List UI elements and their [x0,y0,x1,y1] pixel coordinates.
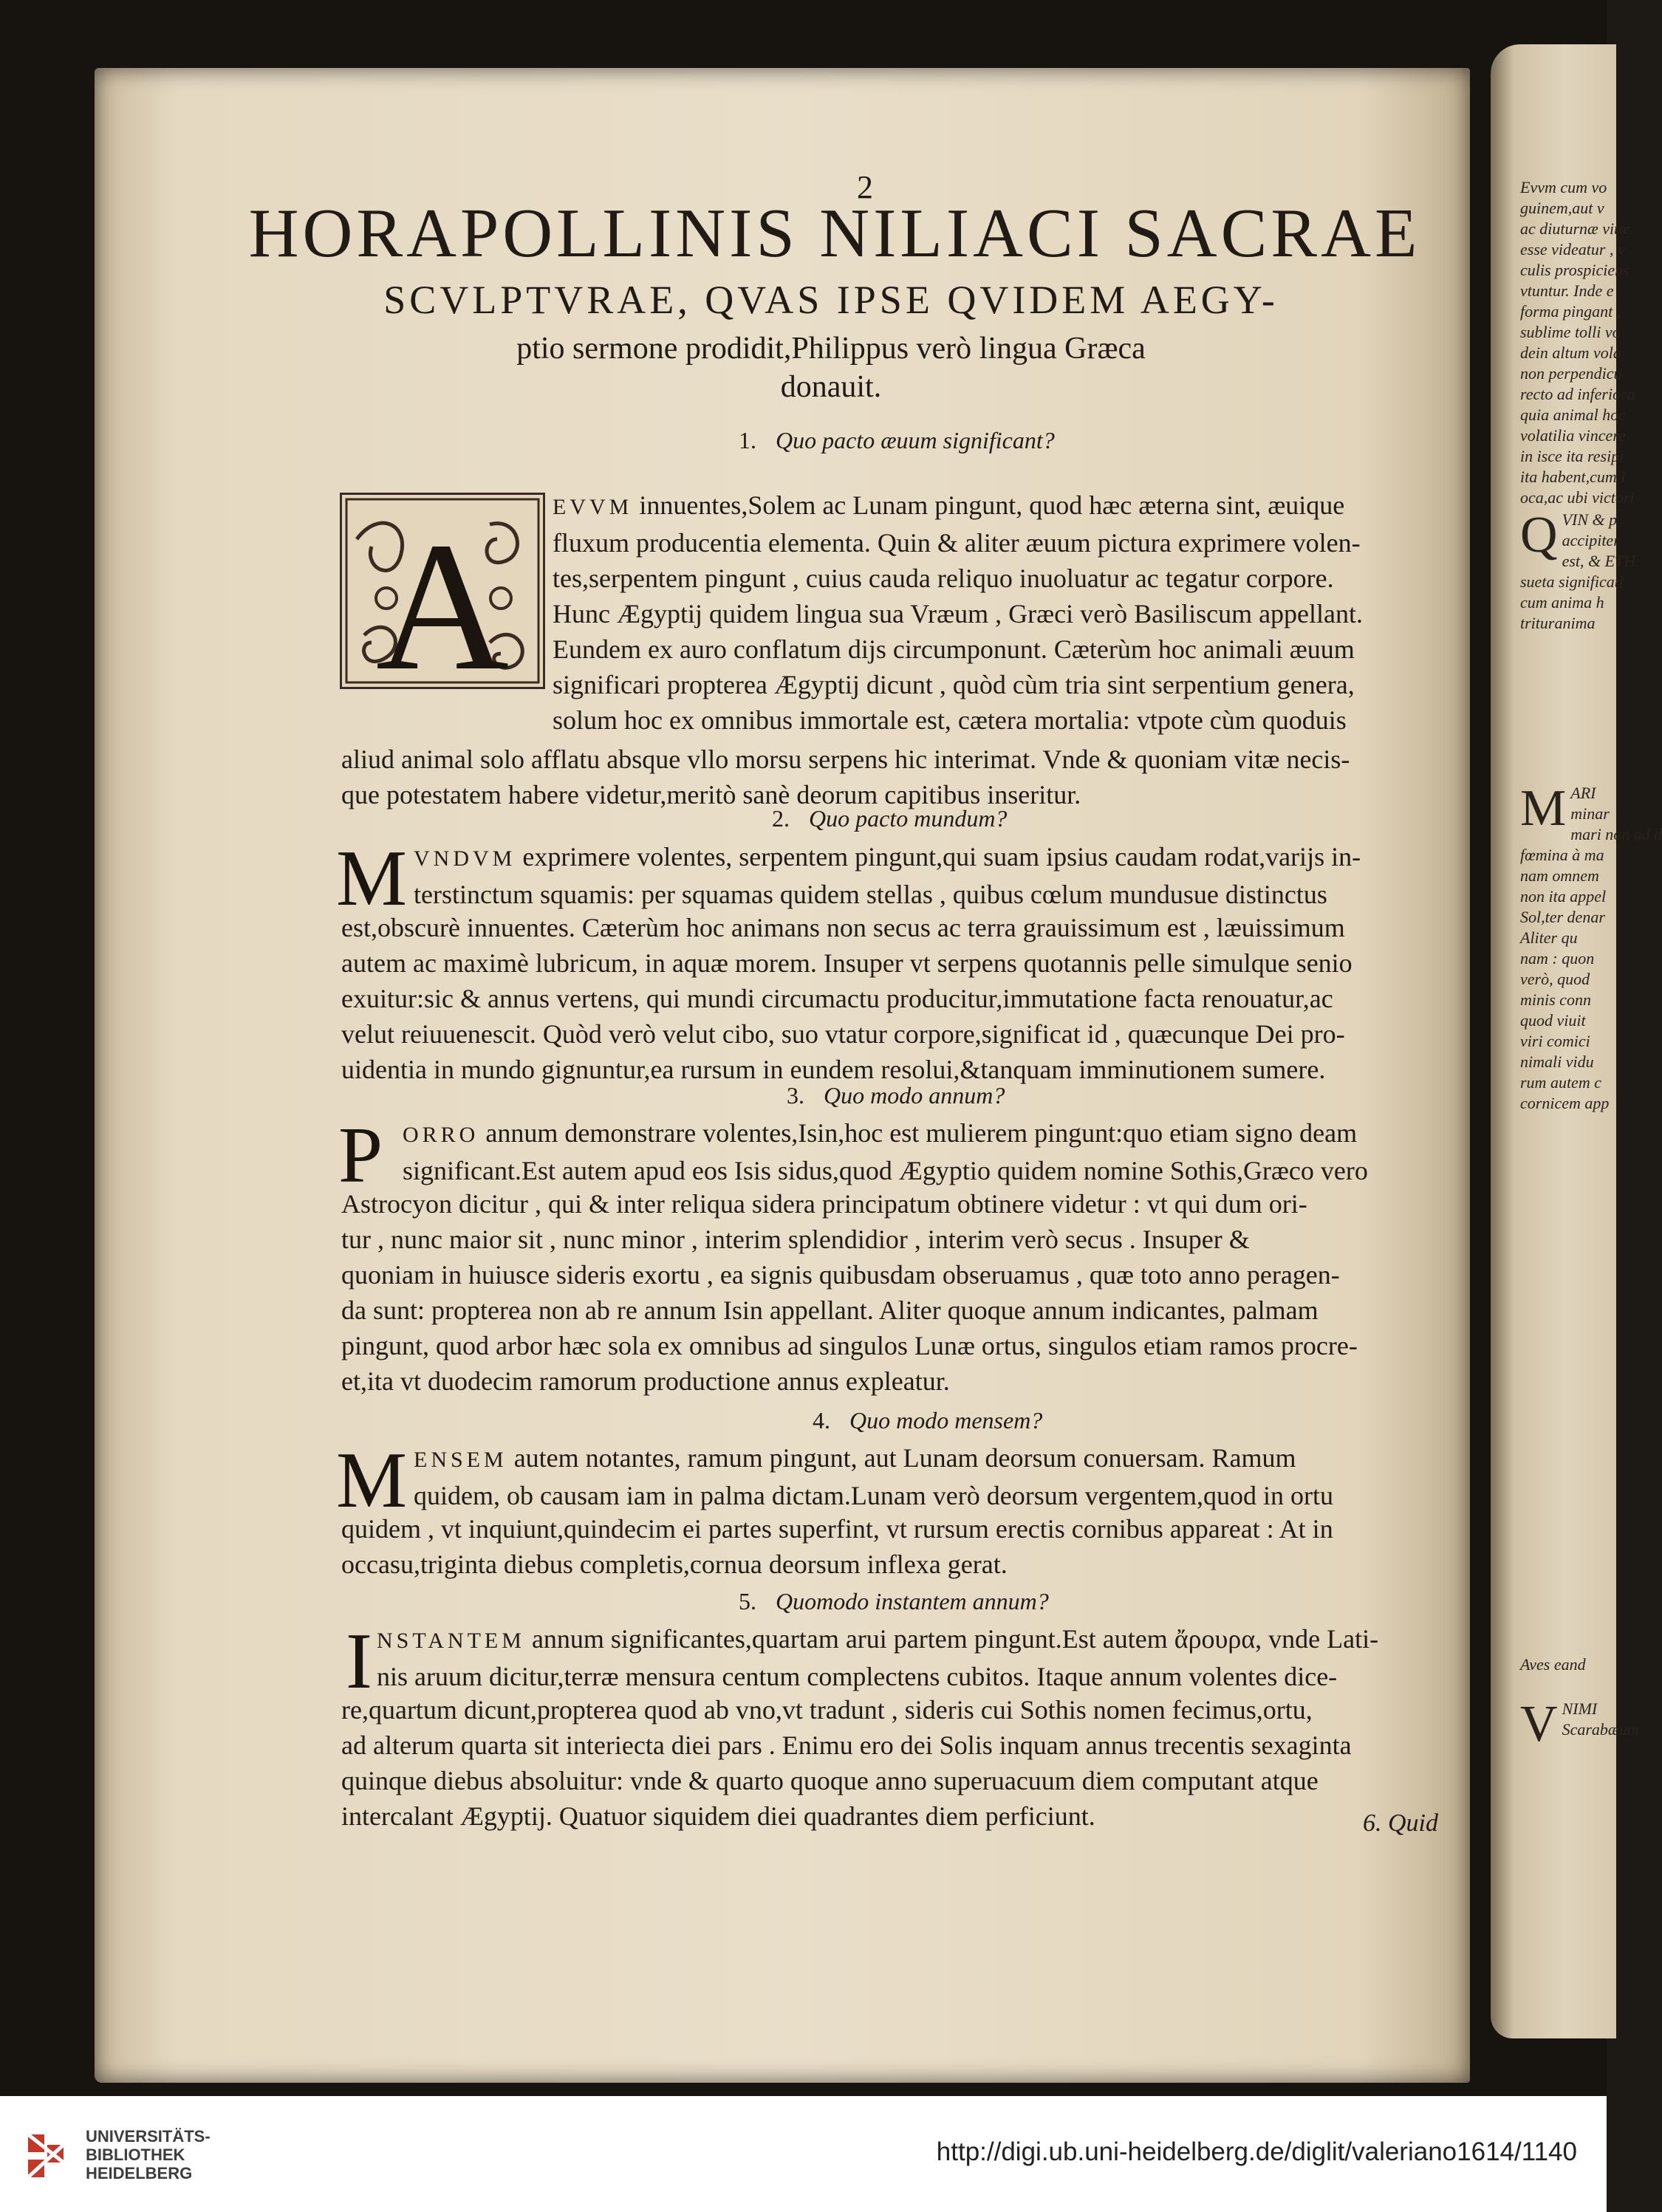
decorated-initial-ornament [342,495,543,709]
body-line: significant.Est autem apud eos Isis sidus,quod Ægyptio quidem nomine Sothis,Græco vero [403,1156,1368,1185]
body-line: nis aruum dicitur,terræ mensura centum complectens cubitos. Itaque annum volentes dice- [377,1662,1338,1691]
section-number: 3. [787,1082,804,1109]
right-page-line: non perpendicu [1520,364,1622,383]
page-subtitle: ptio sermone prodidit,Philippus verò lingua Græca [516,332,1146,366]
right-page-line: quod viuit [1520,1011,1586,1030]
body-line: est,obscurè innuentes. Cæterùm hoc animans non secus ac terra grauissimum est , læuissimum [341,913,1345,942]
right-page-line: cum anima h [1520,593,1604,612]
body-line: quoniam in huiusce sideris exortu , ea signis quibusdam obseruamus , quæ toto anno peragen- [341,1260,1340,1290]
body-line: uidentia in mundo gignuntur,ea rursum in eundem resolui,&tanquam imminutionem sumere. [341,1055,1326,1084]
right-page-line: Aliter qu [1520,928,1578,947]
right-page-column [1520,780,1662,1114]
section-body [403,1115,1470,1188]
viewer-footer [0,2096,1607,2212]
right-page-line: nimali vidu [1520,1052,1594,1071]
library-name-line: BIBLIOTHEK [86,2146,185,2164]
right-page-line: oca,ac ubi victori [1520,488,1635,507]
right-page-initial: Q [1520,507,1558,564]
section-title: Quo pacto æuum significant? [776,427,1055,453]
right-page-line: sublime tolli vo [1520,323,1621,341]
right-page-line: ita habent,cum i [1520,468,1626,486]
page-subtitle: SCVLPTVRAE, QVAS IPSE QVIDEM AEGY- [383,278,1279,322]
body-line: da sunt: propterea non ab re annum Isin appellant. Aliter quoque annum indicantes, palmam [341,1295,1319,1325]
section-body [414,1440,1470,1513]
right-page-line: ARI [1570,784,1596,802]
section-body [341,910,1464,1087]
section-first-word: NSTANTEM [377,1629,525,1653]
body-line: occasu,triginta diebus completis,cornua deorsum inflexa gerat. [341,1550,1008,1579]
right-page-line: recto ad inferiora [1520,385,1635,403]
right-page-line: sueta significati [1520,572,1624,591]
section-heading [772,805,1007,832]
right-page-line: verò, quod [1520,970,1590,988]
body-line: innuentes,Solem ac Lunam pingunt, quod hæc æterna sint, æuique [639,490,1345,520]
library-name [86,2127,211,2182]
body-line: Eundem ex auro conflatum dijs circumponunt. Cæterùm hoc animali æuum [553,634,1355,664]
page-title: HORAPOLLINIS NILIACI SACRAE [248,195,1421,272]
section-title: Quomodo instantem annum? [776,1588,1049,1615]
library-name-line: HEIDELBERG [86,2164,193,2182]
body-line: quinque diebus absoluitur: vnde & quarto quoque anno superuacuum diem computant atque [341,1766,1319,1795]
body-line: annum significantes,quartam arui partem pingunt.Est autem ἄρουρα, vnde Lati- [531,1624,1379,1654]
body-line: tes,serpentem pingunt , cuius cauda reliquo inuoluatur ac tegatur corpore. [553,564,1334,593]
right-page-initial: V [1520,1696,1558,1753]
section-heading [739,1588,1049,1615]
body-line: autem notantes, ramum pingunt, aut Lunam deorsum conuersam. Ramum [513,1443,1296,1473]
body-line: exuitur:sic & annus vertens, qui mundi circumactu producitur,immutatione facta renouatur,ac [341,984,1333,1013]
right-page-initial: M [1520,780,1567,837]
section-body [341,742,1464,812]
body-line: que potestatem habere videtur,meritò sanè deorum capitibus inseritur. [341,780,1081,809]
right-page-line: dein altum vola [1520,343,1621,362]
right-page-line: rum autem c [1520,1073,1601,1092]
right-page-line: culis prospiciens [1520,261,1629,279]
right-page-line: in isce ita resipi [1520,447,1624,465]
section-heading [739,427,1055,454]
body-line: annum demonstrare volentes,Isin,hoc est mulierem pingunt:quo etiam signo deam [485,1118,1358,1148]
right-page-edge [1491,44,1662,2038]
body-line: tur , nunc maior sit , nunc minor , interim splendidior , interim verò secus . Insuper & [341,1225,1250,1254]
library-name-line: UNIVERSITÄTS- [86,2127,211,2146]
body-line: fluxum producentia elementa. Quin & aliter æuum pictura exprimere volen- [553,528,1361,558]
body-line: aliud animal solo afflatu absque vllo morsu serpens hic interimat. Vnde & quoniam vitæ necis- [341,744,1350,774]
section-heading [813,1407,1042,1434]
decorated-initial-letter: A [375,504,510,709]
permalink-url[interactable]: http://digi.ub.uni-heidelberg.de/diglit/valeriano1614/1140 [936,2137,1577,2166]
section-first-word: ORRO [403,1123,479,1147]
right-page-column [1520,1654,1638,1675]
right-page-line: Sol,ter denar [1520,908,1605,926]
section-heading [787,1082,1005,1109]
section-initial: M [336,835,408,922]
section-initial: I [346,1617,372,1705]
right-page-line: nam : quon [1520,949,1595,968]
right-page-line: viri comici [1520,1032,1590,1050]
library-logo-icon[interactable] [22,2127,74,2185]
body-line: autem ac maximè lubricum, in aquæ morem. Insuper vt serpens quotannis pelle simulque senio [341,948,1352,978]
body-line: Hunc Ægyptij quidem lingua sua Vræum , Græci verò Basiliscum appellant. [553,599,1364,629]
body-line: significari propterea Ægyptij dicunt , quòd cùm tria sint serpentium genera, [553,670,1355,699]
right-page-line: esse videatur , v [1520,240,1625,258]
right-page-line: minar [1570,804,1610,823]
body-line: pingunt, quod arbor hæc sola ex omnibus ad singulos Lunæ ortus, singulos etiam ramos procre- [341,1331,1358,1360]
right-page-line: Evvm cum vo [1520,178,1607,196]
body-line: Astrocyon dicitur , qui & inter reliqua sidera principatum obtinere videtur : vt qui dum ori- [341,1189,1307,1219]
section-body [377,1621,1470,1694]
right-page-line: NIMI [1562,1699,1598,1718]
body-line: terstinctum squamis: per squamas quidem stellas , quibus cœlum mundusue distinctus [414,880,1327,909]
right-page-line: mari non ad d [1570,825,1662,843]
right-page-line: Aves eand [1520,1655,1586,1674]
section-body [553,487,1468,738]
right-page-line: trituranima [1520,614,1596,632]
right-page-line: guinem,aut v [1520,199,1604,217]
page-number: 2 [857,169,873,205]
section-first-word: ENSEM [414,1448,507,1472]
catchword: 6. Quid [1363,1809,1438,1837]
section-first-word: VNDVM [414,846,516,871]
right-page-line: VIN & p [1562,510,1618,529]
right-page-line: forma pingant , [1520,302,1621,321]
right-page-line: Scarabæum [1562,1720,1639,1739]
section-body [414,839,1470,912]
section-number: 2. [772,805,790,832]
right-page-column [1520,1696,1639,1753]
body-line: re,quartum dicunt,propterea quod ab vno,vt tradunt , sideris cui Sothis nomen fecimus,ortu, [341,1695,1313,1725]
right-page-line: quia animal hoc [1520,405,1626,424]
section-initial: P [338,1112,383,1199]
right-page-line: non ita appel [1520,887,1607,905]
body-line: quidem , vt inquiunt,quindecim ei partes superfint, vt rursum erectis cornibus appareat : At in [341,1514,1333,1544]
section-number: 5. [739,1588,756,1615]
body-line: ad alterum quarta sit interiecta diei pars . Enimu ero dei Solis inquam annus trecentis sexaginta [341,1730,1352,1760]
right-page-line: volatilia vincere [1520,426,1626,445]
body-line: intercalant Ægyptij. Quatuor siquidem diei quadrantes diem perficiunt. [341,1801,1095,1831]
section-first-word: EVVM [553,495,633,519]
right-page-line: cornicem app [1520,1094,1610,1112]
body-line: exprimere volentes, serpentem pingunt,qui suam ipsius caudam rodat,varijs in- [522,842,1361,872]
right-page-column [1520,177,1638,508]
section-initial: M [336,1437,408,1524]
body-line: quidem, ob causam iam in palma dictam.Lunam verò deorsum vergentem,quod in ortu [414,1481,1334,1510]
section-body [341,1692,1464,1834]
right-page-line: est, & ETH [1562,552,1636,570]
right-page-line: accipiter [1562,531,1620,549]
right-page-line: ac diuturnæ vitæ [1520,219,1629,238]
section-body [341,1186,1464,1399]
section-title: Quo modo mensem? [849,1407,1043,1434]
right-page-column [1520,507,1638,634]
decorated-initial [340,493,545,709]
right-page-line: minis conn [1520,990,1591,1009]
body-line: solum hoc ex omnibus immortale est, cætera mortalia: vtpote cùm quoduis [553,705,1347,735]
section-number: 1. [739,427,756,453]
section-number: 4. [813,1407,830,1434]
right-page-line: vtuntur. Inde e [1520,281,1614,300]
body-line: velut reiuuenescit. Quòd verò velut cibo, suo vtatur corpore,significat id , quæcunque Dei pro- [341,1019,1345,1049]
page-subtitle: donauit. [780,370,882,404]
section-title: Quo modo annum? [824,1082,1005,1109]
body-line: et,ita vt duodecim ramorum productione annus expleatur. [341,1366,950,1396]
section-title: Quo pacto mundum? [809,805,1008,832]
section-body [341,1511,1464,1582]
right-page-line: fœmina à ma [1520,846,1604,864]
right-page-line: nam omnem [1520,866,1599,885]
